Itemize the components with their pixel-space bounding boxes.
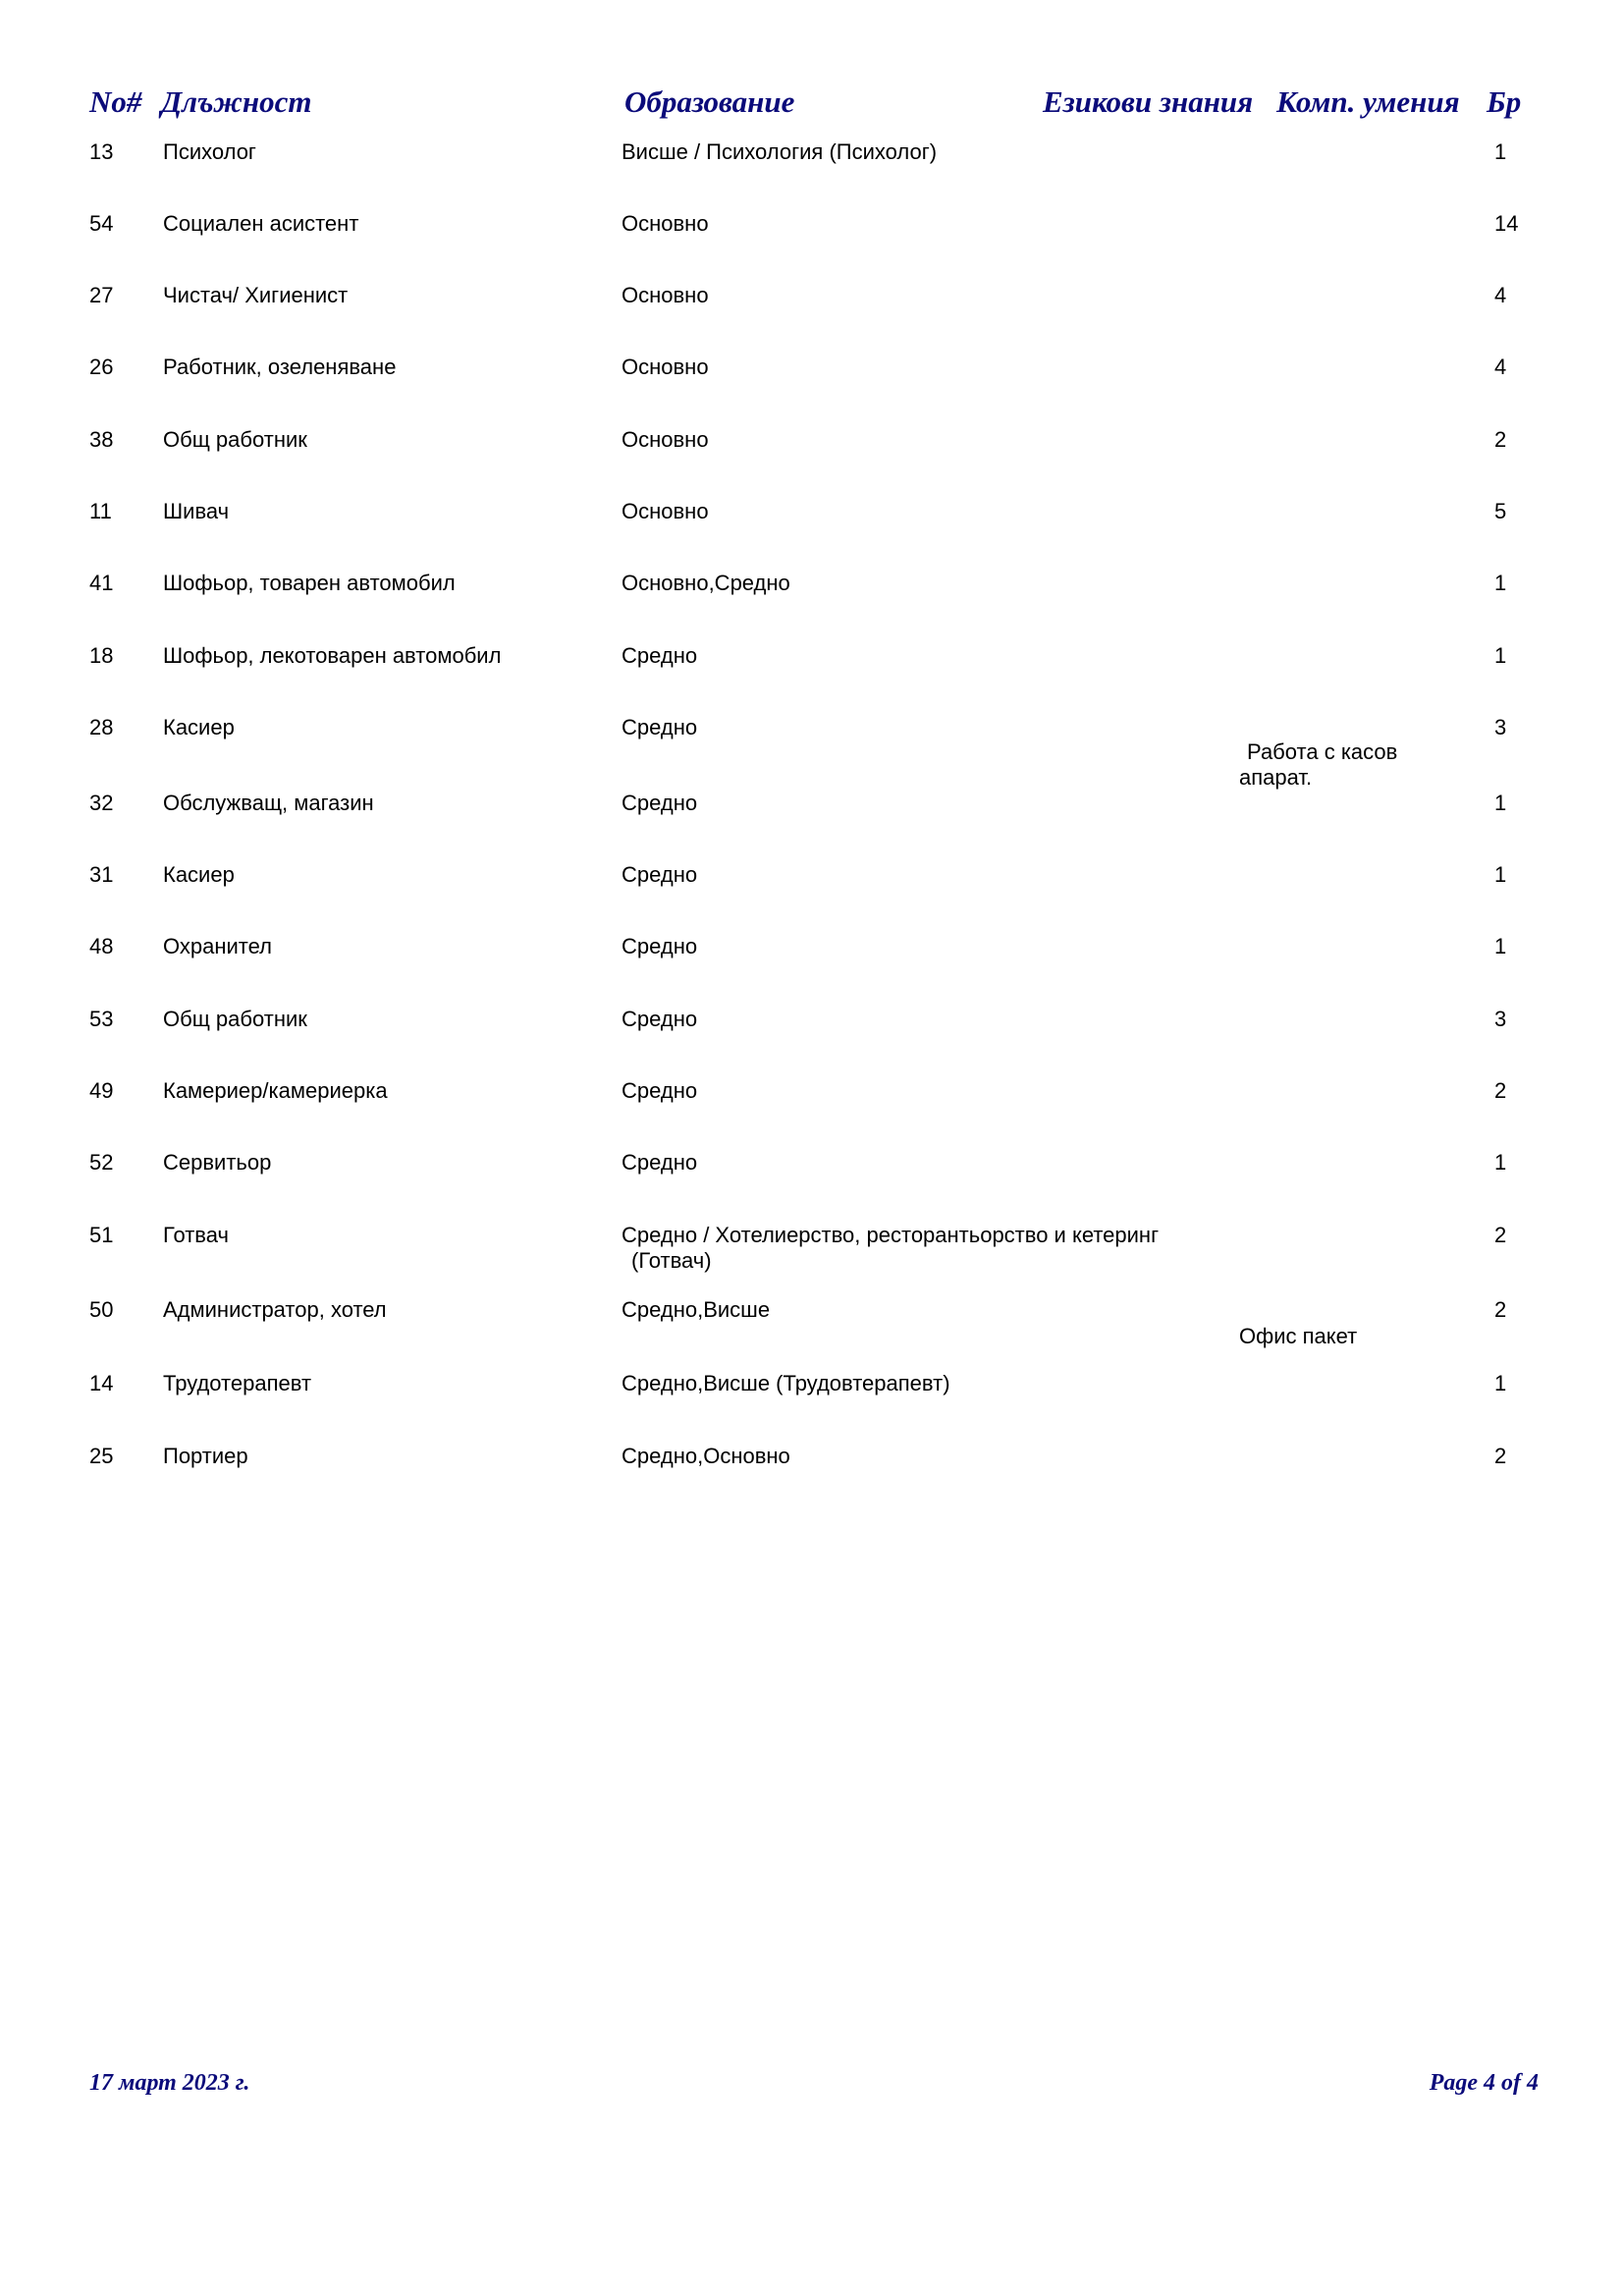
row-education: Средно (622, 791, 698, 815)
row-education: Основно (622, 211, 709, 236)
row-education: Средно,Висше (Трудовтерапевт) (622, 1371, 950, 1395)
row-position: Работник, озеленяване (163, 355, 397, 379)
row-position: Администратор, хотел (163, 1297, 387, 1322)
row-position: Сервитьор (163, 1150, 272, 1175)
row-count: 1 (1494, 934, 1507, 958)
table-row (0, 355, 1623, 413)
row-no: 13 (89, 139, 114, 164)
table-row (0, 1078, 1623, 1137)
row-education-continued: (Готвач) (631, 1248, 712, 1273)
header-languages: Езикови знания (1043, 84, 1254, 119)
row-position: Касиер (163, 862, 235, 887)
header-count: Бр (1487, 84, 1522, 119)
table-row (0, 643, 1623, 702)
table-row (0, 499, 1623, 558)
row-no: 51 (89, 1223, 114, 1247)
header-position: Длъжност (161, 84, 312, 119)
row-no: 18 (89, 643, 114, 668)
table-row (0, 791, 1623, 849)
row-no: 49 (89, 1078, 114, 1103)
row-education: Средно,Висше (622, 1297, 771, 1322)
row-count: 1 (1494, 791, 1507, 815)
row-education: Основно (622, 355, 709, 379)
row-education: Средно (622, 1150, 698, 1175)
row-count: 2 (1494, 1078, 1507, 1103)
row-no: 31 (89, 862, 114, 887)
row-position: Трудотерапевт (163, 1371, 312, 1395)
table-row (0, 1223, 1623, 1282)
row-count: 3 (1494, 1007, 1507, 1031)
table-row (0, 1371, 1623, 1430)
row-count: 2 (1494, 1297, 1507, 1322)
row-position: Социален асистент (163, 211, 359, 236)
row-no: 11 (89, 499, 112, 523)
row-no: 32 (89, 791, 114, 815)
row-education: Средно / Хотелиерство, ресторантьорство и кетеринг (622, 1223, 1160, 1247)
row-count: 14 (1494, 211, 1519, 236)
row-education: Основно,Средно (622, 571, 790, 595)
row-count: 2 (1494, 1444, 1507, 1468)
row-no: 25 (89, 1444, 114, 1468)
header-computer-skills: Комп. умения (1276, 84, 1460, 119)
row-education: Средно,Основно (622, 1444, 790, 1468)
row-position: Шивач (163, 499, 230, 523)
row-position: Охранител (163, 934, 272, 958)
row-no: 38 (89, 427, 114, 452)
row-education: Средно (622, 1078, 698, 1103)
row-education: Средно (622, 715, 698, 739)
row-no: 26 (89, 355, 114, 379)
row-count: 5 (1494, 499, 1507, 523)
row-no: 28 (89, 715, 114, 739)
row-count: 1 (1494, 139, 1507, 164)
table-row (0, 427, 1623, 486)
table-row (0, 139, 1623, 198)
row-education: Средно (622, 862, 698, 887)
row-count: 4 (1494, 355, 1507, 379)
table-row (0, 1444, 1623, 1503)
row-no: 27 (89, 283, 114, 307)
row-position: Портиер (163, 1444, 248, 1468)
row-no: 41 (89, 571, 114, 595)
row-education: Основно (622, 499, 709, 523)
row-no: 53 (89, 1007, 114, 1031)
row-education: Основно (622, 283, 709, 307)
row-no: 52 (89, 1150, 114, 1175)
skill-office-package: Офис пакет (1239, 1324, 1358, 1348)
row-count: 1 (1494, 1371, 1507, 1395)
row-no: 14 (89, 1371, 114, 1395)
skill-cash-register-line1: Работа с касов (1247, 739, 1398, 764)
skill-cash-register-line2: апарат. (1239, 765, 1313, 790)
row-count: 1 (1494, 571, 1507, 595)
row-no: 50 (89, 1297, 114, 1322)
row-count: 1 (1494, 862, 1507, 887)
row-position: Готвач (163, 1223, 229, 1247)
row-education: Висше / Психология (Психолог) (622, 139, 938, 164)
footer-page-number: Page 4 of 4 (1429, 2070, 1539, 2096)
row-education: Средно (622, 934, 698, 958)
row-count: 3 (1494, 715, 1507, 739)
table-row (0, 1150, 1623, 1209)
row-count: 2 (1494, 1223, 1507, 1247)
row-position: Общ работник (163, 427, 307, 452)
row-position: Шофьор, товарен автомобил (163, 571, 456, 595)
row-count: 4 (1494, 283, 1507, 307)
row-position: Психолог (163, 139, 256, 164)
header-education: Образование (624, 84, 795, 119)
row-no: 48 (89, 934, 114, 958)
row-position: Общ работник (163, 1007, 307, 1031)
table-row (0, 862, 1623, 921)
row-position: Чистач/ Хигиенист (163, 283, 349, 307)
row-education: Средно (622, 1007, 698, 1031)
row-no: 54 (89, 211, 114, 236)
row-position: Шофьор, лекотоварен автомобил (163, 643, 502, 668)
row-count: 2 (1494, 427, 1507, 452)
table-row (0, 934, 1623, 993)
row-count: 1 (1494, 643, 1507, 668)
row-education: Средно (622, 643, 698, 668)
row-count: 1 (1494, 1150, 1507, 1175)
table-row (0, 283, 1623, 342)
header-no: No# (89, 84, 142, 119)
table-row (0, 211, 1623, 270)
row-education: Основно (622, 427, 709, 452)
footer-date: 17 март 2023 г. (89, 2070, 250, 2096)
table-row (0, 571, 1623, 629)
row-position: Касиер (163, 715, 235, 739)
table-row (0, 1007, 1623, 1066)
row-position: Камериер/камериерка (163, 1078, 388, 1103)
row-position: Обслужващ, магазин (163, 791, 374, 815)
table-row (0, 1297, 1623, 1356)
